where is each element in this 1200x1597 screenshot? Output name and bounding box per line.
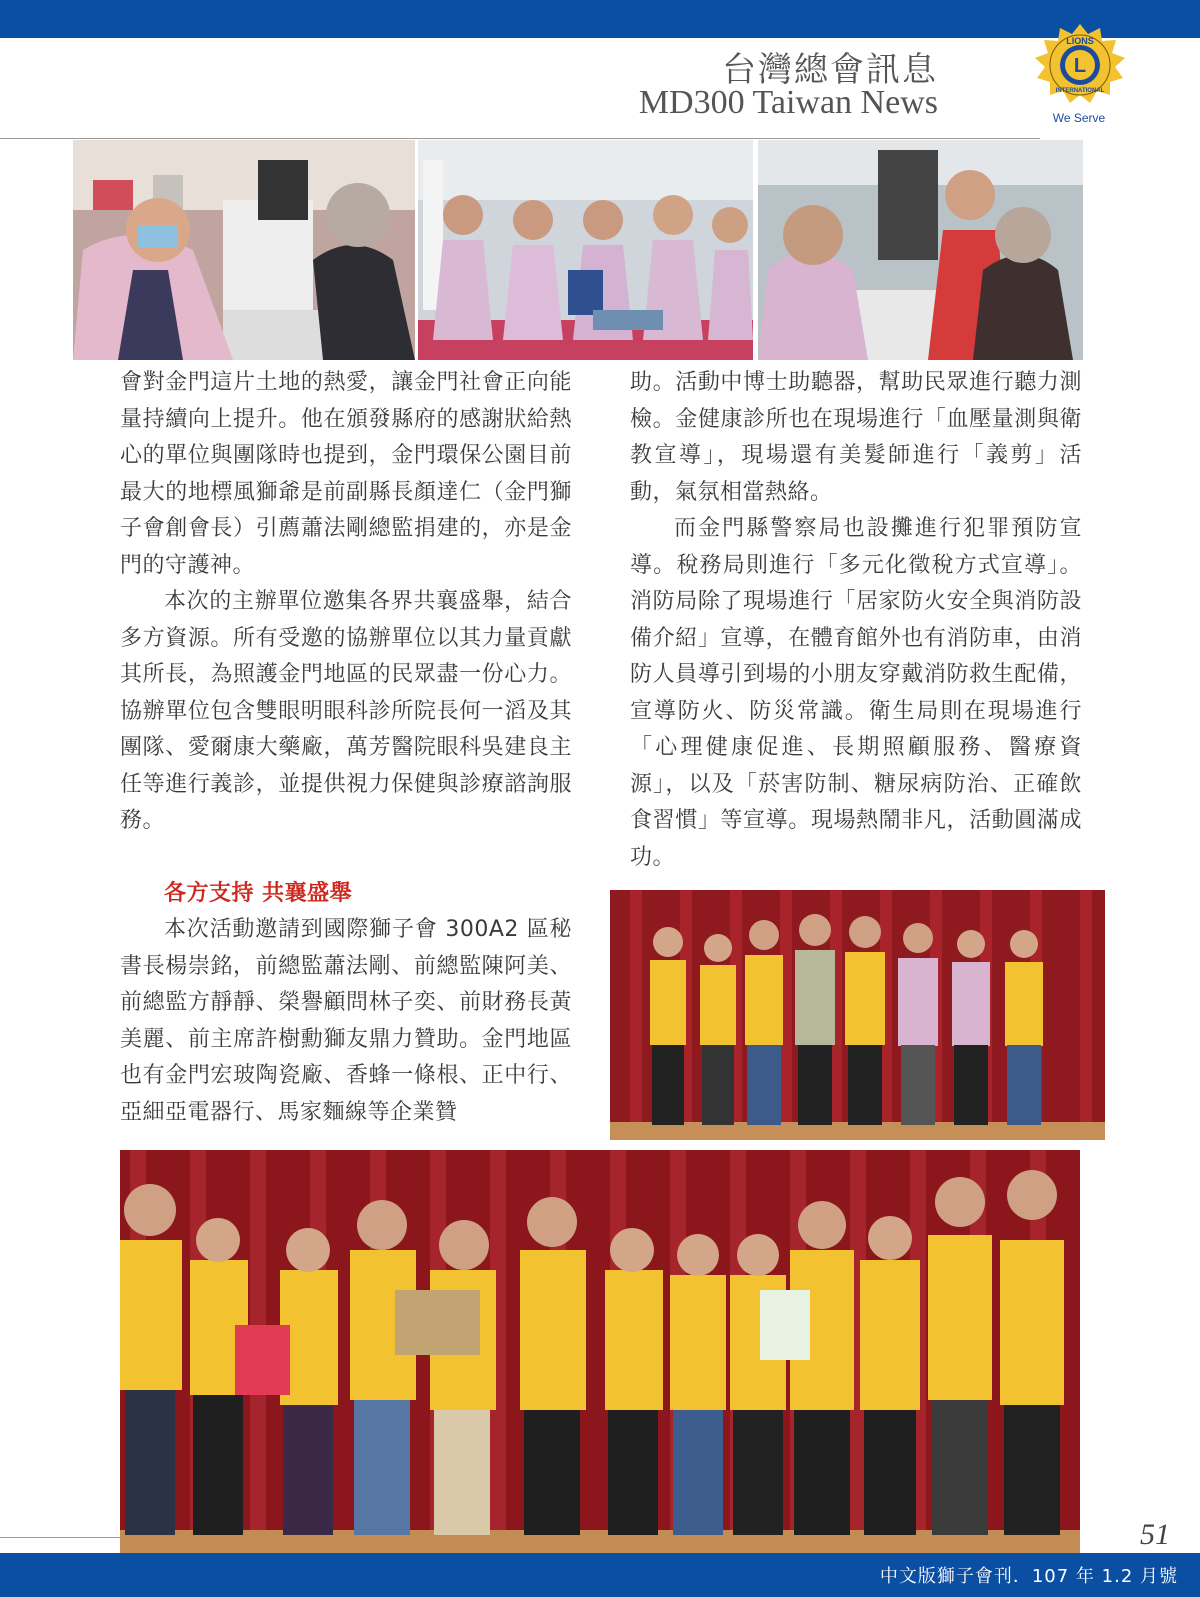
logo-bottom-text: INTERNATIONAL — [1055, 88, 1105, 94]
left-paragraph-3: 本次活動邀請到國際獅子會 300A2 區秘書長楊崇銘，前總監蕭法剛、前總監陳阿美、前總監方靜靜、榮譽顧問林子奕、前財務長黃美麗、前主席許樹勳獅友鼎力贊助。金門地區也有金門宏玻陶瓷廠、香蜂一條根、正中行、亞細亞電器行、馬家麵線等企業贊 — [120, 917, 572, 1125]
photo-eye-examination — [73, 140, 415, 360]
publication-footer: 中文版獅子會刊．107 年 1.2 月號 — [879, 1566, 1178, 1587]
right-paragraph-1: 助。活動中博士助聽器，幫助民眾進行聽力測檢。金健康診所也在現場進行「血壓量測與衛教宣導」，現場還有美髮師進行「義剪」活動，氣氛相當熱絡。 — [630, 370, 1082, 505]
photo-health-consultation — [758, 140, 1083, 360]
right-paragraph-2: 而金門縣警察局也設攤進行犯罪預防宣導。稅務局則進行「多元化徵稅方式宣導」。消防局除了現場進行「居家防火安全與消防設備介紹」宣導，在體育館外也有消防車，由消防人員導引到場的小朋友穿戴消防救生配備，宣導防火、防災常識。衛生局則在現場進行「心理健康促進、長期照顧服務、醫療資源」，以及「菸害防制、糖尿病防治、正確飲食習慣」等宣導。現場熱鬧非凡，活動圓滿成功。 — [630, 516, 1082, 870]
logo-top-text: LIONS — [1066, 36, 1094, 46]
photo-award-ceremony — [610, 890, 1105, 1140]
left-paragraph-2: 本次的主辦單位邀集各界共襄盛舉，結合多方資源。所有受邀的協辦單位以其力量貢獻其所長，為照護金門地區的民眾盡一份心力。協辦單位包含雙眼明眼科診所院長何一滔及其團隊、愛爾康大藥廠，萬芳醫院眼科吳建良主任等進行義診，並提供視力保健與診療諮詢服務。 — [120, 589, 572, 833]
header-divider — [0, 138, 1040, 139]
page-number: 51 — [1140, 1518, 1170, 1551]
left-paragraph-1: 會對金門這片土地的熱愛，讓金門社會正向能量持續向上提升。他在頒發縣府的感謝狀給熱心的單位與團隊時也提到，金門環保公園目前最大的地標風獅爺是前副縣長顏達仁（金門獅子會創會長）引薦蕭法剛總監捐建的，亦是金門的守護神。 — [120, 370, 572, 578]
photo-volunteers-group — [418, 140, 753, 360]
section-subheading: 各方支持 共襄盛舉 — [164, 880, 353, 906]
top-color-bar — [0, 0, 1200, 38]
right-text-column — [630, 365, 1082, 876]
footer-divider — [0, 1537, 120, 1538]
section-title-chinese: 台灣總會訊息 — [722, 50, 938, 90]
left-text-column — [120, 365, 572, 1131]
logo-letter: L — [1073, 55, 1087, 77]
photo-lions-group-stage — [120, 1150, 1080, 1553]
logo-tagline: We Serve — [1052, 111, 1106, 125]
section-title-english: MD300 Taiwan News — [638, 84, 938, 121]
lions-logo-icon — [1030, 20, 1130, 108]
